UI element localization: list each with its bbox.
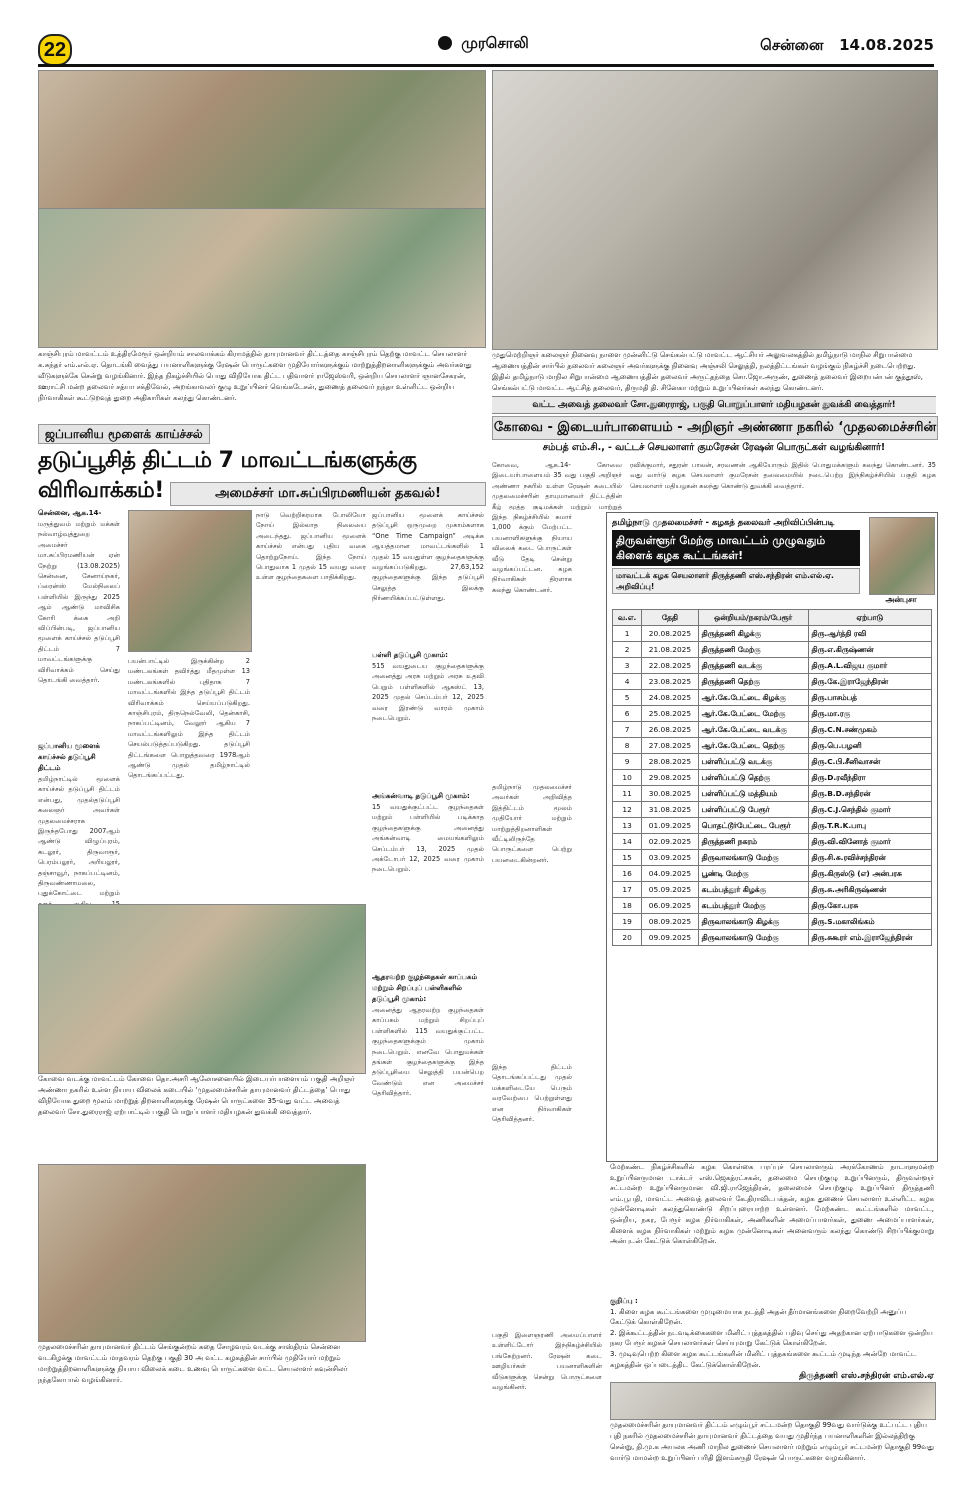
notes-label: குறிப்பு : [610,1297,638,1305]
row-organiser: திரு.T.R.K.பாபு [808,818,931,834]
photo-tribute-event [492,70,938,350]
schedule-row [613,834,932,850]
row-serial: 12 [613,802,642,818]
schedule-row [613,914,932,930]
row-organiser: திரு.D.ரவீந்திரா [808,770,931,786]
bottom-right-caption: முதலமைச்சரின் தாயுமானவர் திட்டம் எழும்பூர் சட்டமன்ற தொகுதி 99வது வார்டுக்கு உட்பட்ட புதிய புதி நகரில் முதலமைச்சரின் தாயுமானவர் திட்டத்தை வயது முதிர்ந்த பயனாளிகளின் இல்லத்திற்கு சென்று, தி.மு.க அயலக அணி மாநில துணைச் செயலாளர் மற்றும் எழும்பூர் சட்டமன்ற தொகுதி 99வது வார்டு மாமன்ற உறுப்பினர் பரிதி இளம்சுருதி ரேஷன் பொருட்களை வழங்கினார். [610,1421,934,1462]
row-organiser: திரு.C.J.செந்தில் குமார் [808,802,931,818]
minister-portrait [128,510,252,652]
kovai-col-narrow [492,512,572,1322]
row-serial: 18 [613,898,642,914]
story-col4b-text: 515 வயதுடைய குழந்தைகளுக்கு அனைத்து அரசு மற்றும் அரசு உதவி பெறும் பள்ளிகளில் ஆகஸ்ட் 13, 2025 முதல் செப்டம்பர் 12, 2025 வரை இரண்டு வாரம் முகாம் நடைபெறும். [372,662,484,723]
row-organiser: திரு.சி.சு.ரவிச்சந்திரன் [808,850,931,866]
row-organiser: திரு.சுகூரர் எம்.இராஜேந்திரன் [808,930,931,946]
row-date: 27.08.2025 [642,738,699,754]
row-date: 25.08.2025 [642,706,699,722]
notice-signature: திருத்தணி எஸ்.சந்திரன் எம்.எல்.ஏ [799,1371,934,1382]
row-date: 06.09.2025 [642,898,699,914]
row-date: 31.08.2025 [642,802,699,818]
row-area: ஆர்.கே.பேட்டை கிழக்கு [698,690,808,706]
row-date: 09.09.2025 [642,930,699,946]
row-serial: 17 [613,882,642,898]
schedule-row [613,818,932,834]
row-serial: 8 [613,738,642,754]
schedule-row [613,754,932,770]
row-date: 20.08.2025 [642,626,699,642]
story-headline: தடுப்பூசித் திட்டம் 7 மாவட்டங்களுக்கு விரிவாக்கம்! [38,448,417,503]
row-organiser: திரு.ஆர்த்தி ரவி [808,626,931,642]
row-serial: 4 [613,674,642,690]
photo-kovai-ration [38,904,366,1074]
story-col-1 [38,508,120,964]
row-date: 24.08.2025 [642,690,699,706]
story-col4-subhead2: அங்கன்வாடி தடுப்பூசி முகாம்: [372,792,470,800]
row-area: திருத்தணி நகரம் [698,834,808,850]
row-serial: 20 [613,930,642,946]
kovai-col2c-text: தமிழ்நாடு முதலமைச்சர் அவர்கள் அறிவித்த இத்திட்டம் மூலம் முதியோர் மற்றும் மாற்றுத்திறனாளிகள் வீட்டிலிருந்தே பொருட்களை பெற்று பயனடைகின்றனர். [492,783,572,864]
mid-left-caption: கோவை வடக்கு மாவட்டம் கோவை தொ.அசரி ஆலோசனையில் இடையர்பாளையம் பகுதி அறிஞர் அண்ணா நகரில் உள்ள நியாய விலைக் கடையில் ‘முதலமைச்சரின் தாயுமானவர் திட்டத்தை’ பொது விநியோக துறை மூலம் மாற்றுத் திறனாளிகளுக்கு ரேஷன் பொருட்களை 35-வது வட்ட அவைத் தலைவர் சோ.துரைராஜ் ஏற்பாட்டில் பகுதி பொறுப்பாளர் மதியழகன் துவக்கி வைத்தார். [38,1075,355,1116]
row-area: திருத்தணி வடக்கு [698,658,808,674]
schedule-row [613,850,932,866]
schedule-row [613,898,932,914]
story-col4-text: ஜப்பானிய மூளைக் காய்ச்சல் தடுப்பூசி ஒருமுறை முகாம்களாக “One Time Campaign” அடிக்க ஆயத்தமான மாவட்டங்களில் 1 முதல் 15 வயதுள்ள குழந்தைகளுக்கு வழங்கப்படுகிறது. 27,63,152 குழந்தைகளுக்கு இந்த தடுப்பூசி செலுத்த இலக்கு நிர்ணயிக்கப்பட்டுள்ளது. [372,511,484,603]
row-date: 21.08.2025 [642,642,699,658]
row-serial: 1 [613,626,642,642]
schedule-table [612,609,932,946]
photo-tanker-group [38,70,486,209]
story-col1b-text: தமிழ்நாட்டில் மூளைக் காய்ச்சல் தடுப்பூசி திட்டம் என்பது, முதல்தடுப்பூசி கலைஞர் அவர்கள் முதலமைச்சராக இருந்தபோது 2007ஆம் ஆண்டு விழுப்புரம், கடலூர், திருவாரூர், பெரம்பலூர், அரியலூர், தஞ்சாவூர், நாகப்பட்டினம், திருவண்ணாமலை, புதுக்கோட்டை மற்றும் [38,775,120,898]
row-date: 01.09.2025 [642,818,699,834]
row-date: 03.09.2025 [642,850,699,866]
portrait-label: அன்புசா [885,595,917,604]
note-2: 2. இக்கூட்டத்தின் நடவடிக்கைகளை மினிட் புத்தகத்தில் பதிவு செய்து அதற்கான ஏற்பாடுகளை ஒன்றிய நகர பேரூர் கழகச் செயலாளர்கள் செய்யுமாறு கேட்டுக் கொள்கிறேன். [610,1328,933,1348]
row-area: திருவாலங்காடு மேற்கு [698,930,808,946]
left-photo-caption: காஞ்சிபுரம் மாவட்டம் உத்திரமேரூர் ஒன்றியம் சாலவாக்கம் கிராமத்தில் தாயுமானவர் திட்டத்தை காஞ்சிபுரம் தெற்கு மாவட்ட செயலாளர் க.சுந்தர் எம்.எல்.ஏ. தொடங்கி வைத்து பயனாளிகளுக்கு ரேஷன் பொருட்களை முதியோர்களுக்கும் மாற்றுத்திறனாளிகளுக்கும் அவர்களது வீடுகளுக்கே சென்று வழங்கினார். இந்த நிகழ்ச்சியில் பொது விநியோக திட்ட பதிவாளர் ராஜேஸ்வரி, ஒன்றிய செயலாளர் ஞானசேகரன், ஊராட்சி மன்ற தலைவர் சத்யா சக்திவேல், அறங்காவலர் குழு உறுப்பினர் வெங்கடேசன், துணைத் தலைவர் நந்தா உள்ளிட்ட ஒன்றிய நிர்வாகிகள் கூட்டுறவுத் துறை அதிகாரிகள் கலந்து கொண்டனர். [38,350,472,402]
schedule-row [613,866,932,882]
story-dateline: சென்னை, ஆக.14- [38,509,102,517]
row-serial: 2 [613,642,642,658]
row-area: ஆர்.கே.பேட்டை மேற்கு [698,706,808,722]
notice-body: மேற்கண்ட நிகழ்ச்சிகளில் கழக கொள்கை பரப்புச் செயலாளரும் அரக்கோணம் நாடாளுமன்ற உறுப்பினருமான டாக்டர் எஸ்.ஜெகத்ரட்சகன், தலைமை செயற்குழு உறுப்பினரும், திருவள்ளூர் சட்டமன்ற உறுப்பினருமான வி.ஜி.ராஜேந்திரன், தலைமைச் செயற்குழு உறுப்பினர் திருத்தணி எம்.பூபதி, மாவட்ட அவைத் தலைவர் கே.திராவிடபக்தன், கழக துணைச் செயலாளர் உள்ளிட்ட கழக முன்னோடிகள் கலந்துகொண்டு சிறப்புரையாற்ற உள்ளனர். மேற்கண்ட கூட்டங்களில் மாவட்ட, ஒன்றிய, நகர, பேரூர் கழக நிர்வாகிகள், அணிகளின் அமைப்பாளர்கள், துணை அமைப்பாளர்கள், கிளைக் கழக நிர்வாகிகள் மற்றும் கழக முன்னோடிகள் அனைவரும் கலந்து கொண்டு சிறப்பிக்குமாறு அன்புடன் கேட்டுக் கொள்கிறேன். [610,1163,934,1246]
row-date: 22.08.2025 [642,658,699,674]
row-date: 08.09.2025 [642,914,699,930]
story-col4d-text: அனைத்து ஆதரவற்ற குழந்தைகள் காப்பகம் மற்றும் சிறப்புப் பள்ளிகளில் 115 வயதுக்குட்பட்ட குழந்தைகளுக்கும் முகாம் நடைபெறும். எனவே பொதுமக்கள் தங்கள் குழந்தைகளுக்கு இந்த தடுப்பூசியை செலுத்தி பயன்பெற வேண்டும் என அமைச்சர் தெரிவித்தார். [372,1006,484,1098]
row-organiser: திரு.மா.ரகு [808,706,931,722]
row-date: 30.08.2025 [642,786,699,802]
page-number: 22 [38,34,72,66]
schedule-row [613,930,932,946]
row-organiser: திரு.கோ.பரசு [808,898,931,914]
row-serial: 3 [613,658,642,674]
schedule-row [613,690,932,706]
right-ribbon: வட்ட அவைத் தலைவர் சோ.துரைராஜ், பகுதி பொறுப்பாளர் மதியழகன் துவக்கி வைத்தார்! [492,396,936,414]
row-date: 23.08.2025 [642,674,699,690]
kovai-col2e-text: பகுதி இளைஞரணி அமைப்பாளர் உள்ளிட்டோர் இந்நிகழ்ச்சியில் பங்கேற்றனர். ரேஷன் கடை ஊழியர்கள் பயனாளிகளின் வீடுகளுக்கு சென்று பொருட்களை வழங்கினர். [492,1331,602,1392]
row-organiser: திரு.C.பி.சீனிவாசன் [808,754,931,770]
schedule-row [613,642,932,658]
schedule-row [613,722,932,738]
row-serial: 16 [613,866,642,882]
header-rule [38,64,934,67]
row-serial: 15 [613,850,642,866]
row-serial: 11 [613,786,642,802]
col-header-date: தேதி [642,610,699,626]
row-organiser: திரு.பெ.பழனி [808,738,931,754]
row-area: பூண்டி மேற்கு [698,866,808,882]
row-area: பள்ளிப்பட்டு வடக்கு [698,754,808,770]
row-date: 26.08.2025 [642,722,699,738]
row-serial: 19 [613,914,642,930]
schedule-row [613,786,932,802]
row-area: கடம்பத்தூர் மேற்கு [698,898,808,914]
row-serial: 10 [613,770,642,786]
story-col-4 [372,510,484,1385]
row-organiser: திரு.S.மகாலிங்கம் [808,914,931,930]
notice-title: திருவள்ளூர் மேற்கு மாவட்டம் முழுவதும் கிளைக் கழக கூட்டங்கள்! [612,530,860,566]
row-organiser: திரு.வி.வினோத் குமார் [808,834,931,850]
row-area: கடம்பத்தூர் கிழக்கு [698,882,808,898]
row-serial: 13 [613,818,642,834]
row-area: பள்ளிப்பட்டு மத்தியம் [698,786,808,802]
bottom-left-caption: முதலமைச்சரின் தாயுமானவர் திட்டம் செங்குன்றம் கதை சோழவரம் வடக்கு சாஸ்திரம் சென்னை வடகிழக்கு மாவட்டம் மாதவரம் தெற்கு பகுதி 30 அ வட்ட கழகத்தின் சார்பில் முதியோர் மற்றும் மாற்றுத்திறனாளிகளுக்கு நியாய விலைக் கடை உணவு பொருட்களை வட்ட செயலாளர் கவுன்சிலர் நந்தகோபால் வழங்கினார். [38,1343,348,1384]
kovai-col-1: கோவை, ஆக.14- கோவை இடையர்பாளையம் 35 வது பகுதி அறிஞர் அண்ணா நகரில் உள்ள ரேஷன் கடையில் முதலமைச்சரின் தாயுமானவர் திட்டத்தின் கீழ் மூத்த குடிமக்கள் மற்றும் மாற்றுத் [492,461,622,510]
row-serial: 9 [613,754,642,770]
row-organiser: திரு.பாசம்பத் [808,690,931,706]
col-header-area: ஒன்றியம்/நகரம்/பேரூர் [698,610,808,626]
note-3: 3. முடிவுபெற்ற கிளை கழக கூட்டங்களின் மினிட் புத்தகங்களை கூட்டம் முடிந்த அன்றே மாவட்ட கழகத்தின் ஒப்படைத்திட கேட்டுக்கொள்கிறேன். [610,1349,917,1369]
row-date: 04.09.2025 [642,866,699,882]
schedule-row [613,626,932,642]
schedule-header-row [613,610,932,626]
row-area: பொதட்டூர்பேட்டை பேரூர் [698,818,808,834]
row-serial: 6 [613,706,642,722]
kovai-col-2: ரவிக்குமார், சதுரன் பாலன், சரவணன் ஆகியோரும் இதில் பொதுமக்களும் கலந்து கொண்டனர். 35 வது வார்டு கழக செயலாளர் குமரேசன் தலைமையில் நடைபெற்ற இந்நிகழ்ச்சியில் பகுதி கழக செயலாளர் மதியழகன் கலந்து கொண்டு துவக்கி வைத்தார். [630,461,936,490]
row-organiser: திரு.A.L.விஜய குமார் [808,658,931,674]
photo-ration-distribution [38,208,486,348]
secretary-portrait [869,517,935,595]
schedule-row [613,674,932,690]
photo-egmore-ration [610,1382,936,1420]
row-organiser: திரு.கே.இராஜேந்திரன் [808,674,931,690]
row-area: திருத்தணி மேற்கு [698,642,808,658]
story-col1-text: மருத்துவம் மற்றும் மக்கள் நல்வாழ்வுத்துறை அமைச்சர் மா.சுப்பிரமணியன் ஏன் நேற்று (13.08.2025) சென்னை, சேனாய்நகர், ப்ரைன்ஸ் மேல்நிலைப் பள்ளியில் இருந்து 2025 ஆம் ஆண்டு மாவிசிக கோரி க்கை அறி விப்பின்படி, ஜப்பானிய மூளைக் காய்ச்சல் தடுப்பூசி திட்டம் 7 மாவட்டங்களுக்கு விரிவாக்கம் செய்து தொடங்கி வைத்தார். [38,520,120,685]
row-organiser: திரு.சு.அரிகிருஷ்ணன் [808,882,931,898]
story-col4-subhead3: ஆதரவற்ற குழந்தைகள் காப்பகம் மற்றும் சிறப்புப் பள்ளிகளில் தடுப்பூசி முகாம்: [372,973,478,1003]
kovai-headline: கோவை - இடையர்பாளையம் - அறிஞர் அண்ணா நகரில் ‘முதலமைச்சரின் [492,416,938,440]
photo-sengundram-ration [38,1164,366,1342]
schedule-row [613,706,932,722]
row-serial: 7 [613,722,642,738]
row-serial: 14 [613,834,642,850]
story-col1-subhead: ஜப்பானிய மூளைக் காய்ச்சல் தடுப்பூசி திட்டம் [38,742,100,772]
notice-subtitle: மாவட்டக் கழக செயலாளர் திருத்தணி எஸ்.சந்திரன் எம்.எல்.ஏ. அறிவிப்பு! [612,568,860,594]
schedule-row [613,802,932,818]
schedule-table-wrap [612,609,932,946]
row-area: பள்ளிப்பட்டு தெற்கு [698,770,808,786]
row-organiser: திரு.எ.கிருஷ்ணன் [808,642,931,658]
kovai-col2d-text: இந்த திட்டம் தொடங்கப்பட்டது முதல் மக்களிடையே பெரும் வரவேற்பை பெற்றுள்ளது என நிர்வாகிகள் தெரிவித்தனர். [492,1063,572,1124]
row-area: திருவாலங்காடு மேற்கு [698,850,808,866]
row-date: 28.08.2025 [642,754,699,770]
story-col-3: நாடு வெற்றிகரமாக போலியோ நோய் இல்லாத நிலையை அடைந்தது. ஜப்பானிய மூளைக் காய்ச்சல் என்பது புதிய வகை தொற்றுநோய். இந்த நோய் பொதுவாக 1 முதல் 15 வயது வரை உள்ள குழந்தைகளை பாதிக்கிறது. [256,511,366,582]
notice-box [606,512,938,1162]
row-organiser: திரு.C.N.சண்முகம் [808,722,931,738]
issue-date: 14.08.2025 [839,36,934,54]
col-header-serial: வ.எ. [613,610,642,626]
row-organiser: திரு.கிருஸ்டு (எ) அன்பரசு [808,866,931,882]
sun-logo-icon [438,36,452,50]
row-organiser: திரு.B.D.சந்திரன் [808,786,931,802]
kovai-subhead: சம்பத் எம்.சி., - வட்டச் செயலாளர் குமரேசன் ரேஷன் பொருட்கள் வழங்கினார்! [542,442,886,453]
right-photo-caption: முதுமெற்றிஞர் கலைஞர் நினைவு நாளை முன்னிட்டு செங்கல்பட்டு மாவட்ட ஆட்சியர் அலுவலகத்தில் தமிழ்நாடு மாநில சிறுபான்மை ஆணையத்தின் சார்பில் தலைவர் கலைஞர் அவர்களுக்கு நினைவு அஞ்சலி செலுத்தி, நலத்திட்டங்கள் வழங்கும் நிகழ்ச்சி நடைபெற்றது. இதில் தமிழ்நாடு மாநில சிறுபான்மை ஆணையத்தின் தலைவர் அருட்தந்தை சொ.ஜோ.அருண், துணைத் தலைவர் இறையன்பன் குத்தூஸ், செங்கல்பட்டு மாவட்ட ஆட்சித் தலைவர், திருமதி தி. சினேகா மற்றும் உறுப்பினர்கள் கலந்து கொண்டனர். [492,351,923,392]
schedule-row [613,658,932,674]
schedule-row [613,770,932,786]
schedule-row [613,882,932,898]
story-col4-subhead: பள்ளி தடுப்பூசி முகாம்: [372,651,448,659]
notice-notes [610,1296,934,1394]
row-area: திருவாலங்காடு கிழக்கு [698,914,808,930]
story-subhead: அமைச்சர் மா.சுப்பிரமணியன் தகவல்! [170,482,486,506]
brand-name: முரசொலி [461,34,529,52]
row-area: ஆர்.கே.பேட்டை தெற்கு [698,738,808,754]
row-date: 29.08.2025 [642,770,699,786]
story-col-2: பயன்பாட்டில் இருக்கின்ற 2 மண்டலங்கள் தவிர்த்து மீதமுள்ள 13 மண்டலங்களில் புதிதாக 7 மாவட்டங்களில் இந்த தடுப்பூசி திட்டம் விரிவாக்கம் செய்யப்படுகிறது. காஞ்சிபுரம், திருநெல்வேலி, தென்காசி, நாகப்பட்டினம், வேலூர் ஆகிய 7 மாவட்டங்களிலும் இந்த திட்டம் செயல்படுத்தப்படுகிறது. தடுப்பூசி திட்டங்களை பொறுத்தவரை 1978ஆம் ஆண்டு முதல் தமிழ்நாட்டில் தொடங்கப்பட்டது. [128,657,250,780]
dateline [760,36,934,56]
kovai-col2b-text: இந்த நிகழ்ச்சியில் சுமார் 1,000 க்கும் மேற்பட்ட பயனாளிகளுக்கு நியாய விலைக் கடை பொருட்கள் வீடு தேடி சென்று வழங்கப்பட்டன. கழக நிர்வாகிகள் திரளாக கலந்து கொண்டனர். [492,513,572,594]
schedule-row [613,738,932,754]
city-label: சென்னை [760,36,824,54]
row-date: 05.09.2025 [642,882,699,898]
notice-header-line: தமிழ்நாடு முதலமைச்சர் - கழகத் தலைவர் அறிவிப்பின்படி [612,517,835,527]
row-area: ஆர்.கே.பேட்டை வடக்கு [698,722,808,738]
masthead [438,34,529,54]
row-area: திருத்தணி கிழக்கு [698,626,808,642]
row-date: 02.09.2025 [642,834,699,850]
story-col4c-text: 15 வயதுக்குட்பட்ட குழந்தைகள் மற்றும் பள்ளியில் படிக்காத குழந்தைகளுக்கு அனைத்து அங்கன்வாடி மையங்களிலும் செப்டம்பர் 13, 2025 முதல் அக்டோபர் 12, 2025 வரை முகாம் நடைபெறும். [372,803,484,874]
col-header-organiser: ஏற்பாடு [808,610,931,626]
note-1: 1. கிளை கழக கூட்டங்களை முழுமையாக நடத்தி அதன் தீர்மானங்களை நிறைவேற்றி அனுப்ப கேட்டுக் கொள்கிறேன். [610,1307,907,1327]
story-kicker: ஜப்பானிய மூளைக் காய்ச்சல் [38,424,210,444]
row-area: திருத்தணி தெற்கு [698,674,808,690]
row-area: பள்ளிப்பட்டு பேரூர் [698,802,808,818]
row-serial: 5 [613,690,642,706]
